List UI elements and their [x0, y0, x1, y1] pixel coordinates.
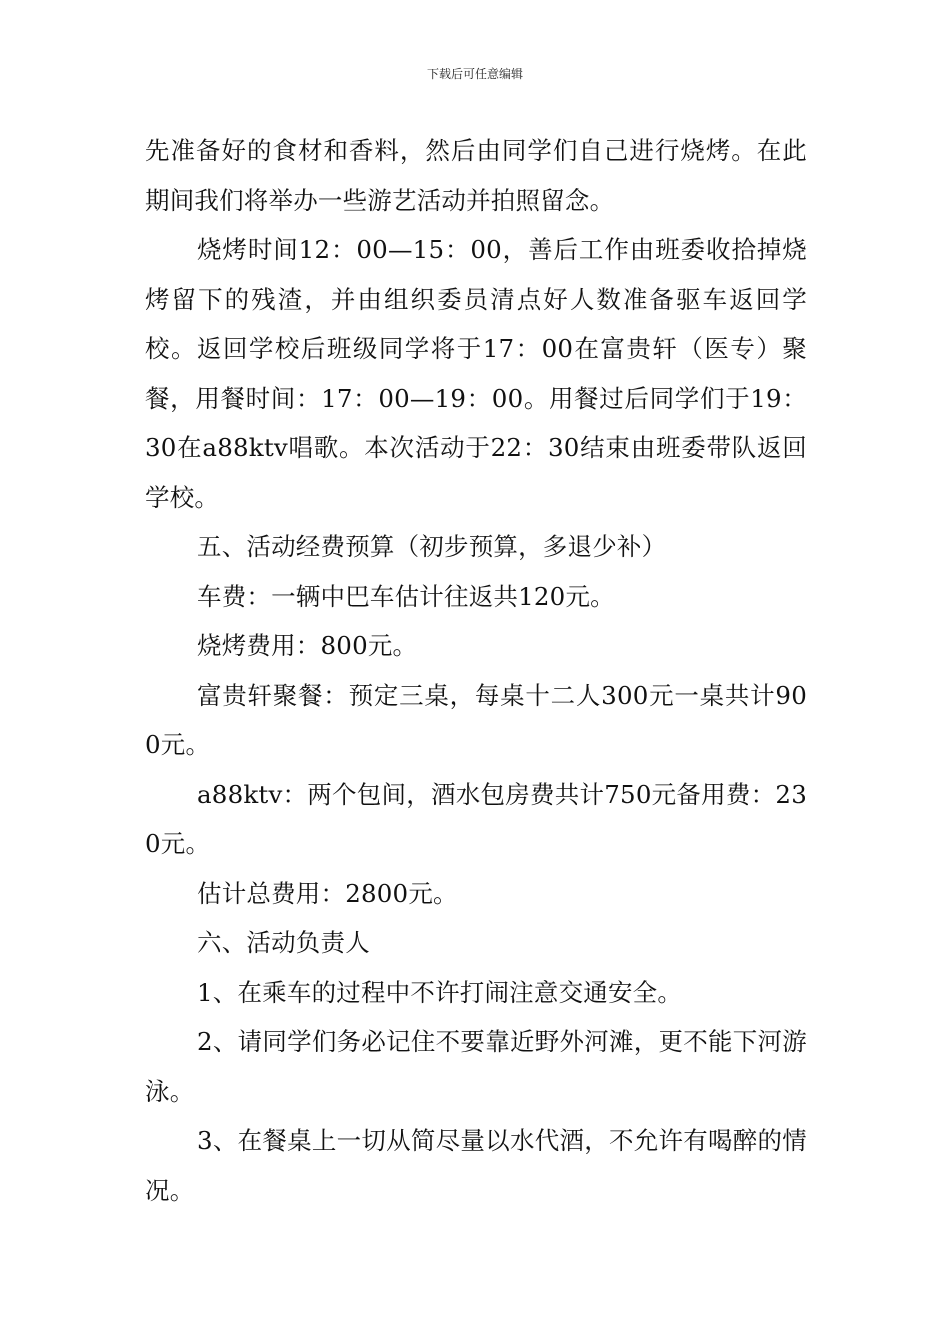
document-body [145, 126, 807, 1215]
list-item: 3、在餐桌上一切从简尽量以水代酒，不允许有喝醉的情况。 [145, 1126, 807, 1205]
budget-item: a88ktv：两个包间，酒水包房费共计750元备用费：230元。 [145, 779, 807, 858]
list-item: 1、在乘车的过程中不许打闹注意交通安全。 [197, 977, 683, 1007]
budget-item: 烧烤费用：800元。 [197, 631, 418, 660]
budget-item: 富贵轩聚餐：预定三桌，每桌十二人300元一桌共计900元。 [145, 680, 807, 759]
section-heading: 六、活动负责人 [197, 928, 370, 957]
page-header: 下载后可任意编辑 [426, 67, 523, 81]
budget-item: 车费：一辆中巴车估计往返共120元。 [197, 581, 615, 611]
budget-total: 估计总费用：2800元。 [197, 878, 458, 908]
section-heading: 五、活动经费预算（初步预算，多退少补） [197, 532, 667, 561]
paragraph: 烧烤时间12：00—15：00，善后工作由班委收拾掉烧烤留下的残渣，并由组织委员清点好人数准备驱车返回学校。返回学校后班级同学将于17：00在富贵轩（医专）聚餐，用餐时间：17：00—19：00。用餐过后同学们于19：30在a88ktv唱歌。本次活动于22：30结束由班委带队返回学校。 [145, 235, 807, 512]
paragraph: 先准备好的食材和香料，然后由同学们自己进行烧烤。在此期间我们将举办一些游艺活动并拍照留念。 [145, 136, 807, 215]
list-item: 2、请同学们务必记住不要靠近野外河滩，更不能下河游泳。 [145, 1027, 807, 1106]
